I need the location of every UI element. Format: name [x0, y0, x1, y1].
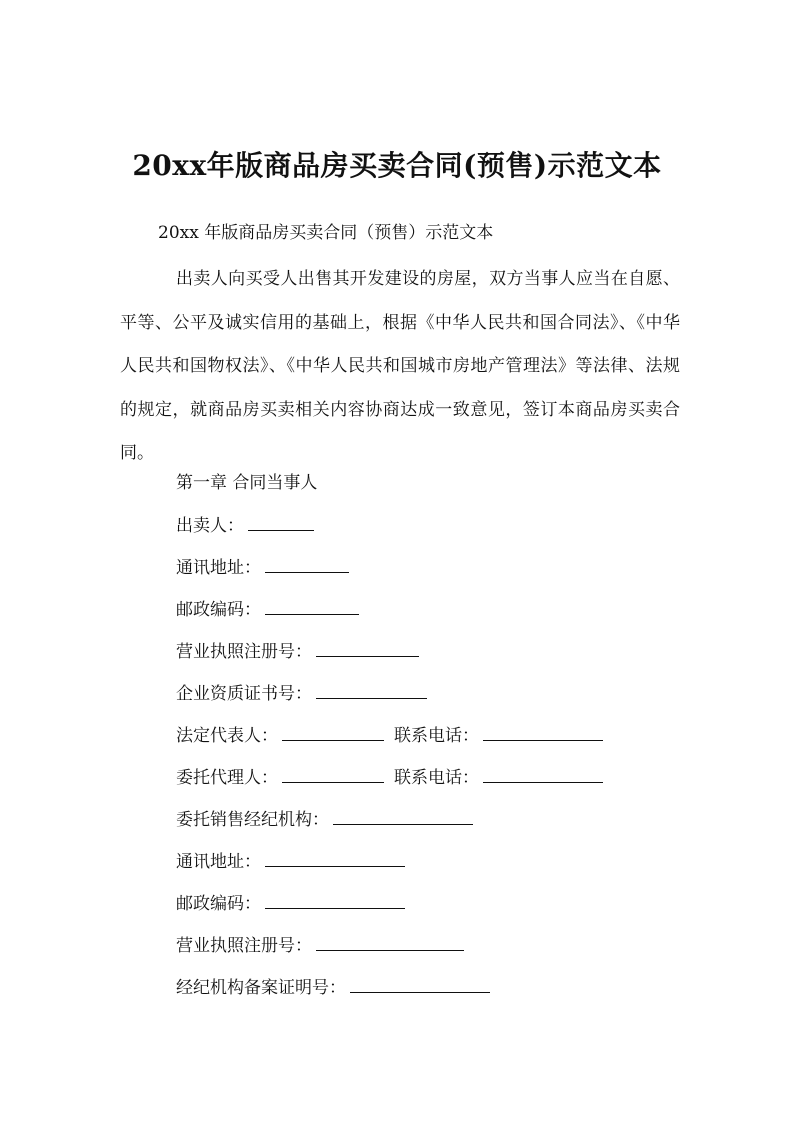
legal-rep-row	[176, 722, 603, 749]
qualification-row	[176, 680, 427, 707]
agency-record-blank[interactable]	[350, 974, 490, 993]
seller-blank[interactable]	[248, 512, 314, 531]
license-row-2	[176, 932, 464, 959]
seller-label: 出卖人：	[176, 516, 244, 536]
license-blank-2[interactable]	[316, 932, 464, 951]
address-blank-2[interactable]	[265, 848, 405, 867]
intro-paragraph: 出卖人向买受人出售其开发建设的房屋，双方当事人应当在自愿、平等、公平及诚实信用的基础上，根据《中华人民共和国合同法》、《中华人民共和国物权法》、《中华人民共和国城市房地产管理法》等法律、法规的规定，就商品房买卖相关内容协商达成一致意见，签订本商品房买卖合同。	[120, 269, 680, 463]
license-row-1	[176, 638, 419, 665]
qualification-label: 企业资质证书号：	[176, 684, 312, 704]
legal-rep-blank[interactable]	[282, 722, 384, 741]
address-label-1: 通讯地址：	[176, 558, 261, 578]
postcode-label-2: 邮政编码：	[176, 894, 261, 914]
sales-agency-row	[176, 806, 473, 833]
address-blank-1[interactable]	[265, 554, 349, 573]
agent-row	[176, 764, 603, 791]
postcode-blank-2[interactable]	[265, 890, 405, 909]
sales-agency-blank[interactable]	[333, 806, 473, 825]
agent-blank[interactable]	[282, 764, 384, 783]
sales-agency-label: 委托销售经纪机构：	[176, 810, 329, 830]
phone-label-2: 联系电话：	[394, 768, 479, 788]
address-row-2	[176, 848, 405, 875]
postcode-label-1: 邮政编码：	[176, 600, 261, 620]
legal-rep-label: 法定代表人：	[176, 726, 278, 746]
phone-label-1: 联系电话：	[394, 726, 479, 746]
agent-label: 委托代理人：	[176, 768, 278, 788]
document-title: 20xx年版商品房买卖合同(预售)示范文本	[132, 149, 662, 182]
agency-record-label: 经纪机构备案证明号：	[176, 978, 346, 998]
document-subtitle: 20xx 年版商品房买卖合同（预售）示范文本	[158, 223, 494, 243]
postcode-row-1	[176, 596, 359, 623]
qualification-blank[interactable]	[316, 680, 427, 699]
postcode-blank-1[interactable]	[265, 596, 359, 615]
address-row-1	[176, 554, 349, 581]
address-label-2: 通讯地址：	[176, 852, 261, 872]
postcode-row-2	[176, 890, 405, 917]
phone-blank-1[interactable]	[483, 722, 603, 741]
chapter-heading: 第一章 合同当事人	[176, 473, 318, 493]
license-label-1: 营业执照注册号：	[176, 642, 312, 662]
seller-row	[176, 512, 314, 539]
license-blank-1[interactable]	[316, 638, 419, 657]
phone-blank-2[interactable]	[483, 764, 603, 783]
agency-record-row	[176, 974, 490, 1001]
license-label-2: 营业执照注册号：	[176, 936, 312, 956]
